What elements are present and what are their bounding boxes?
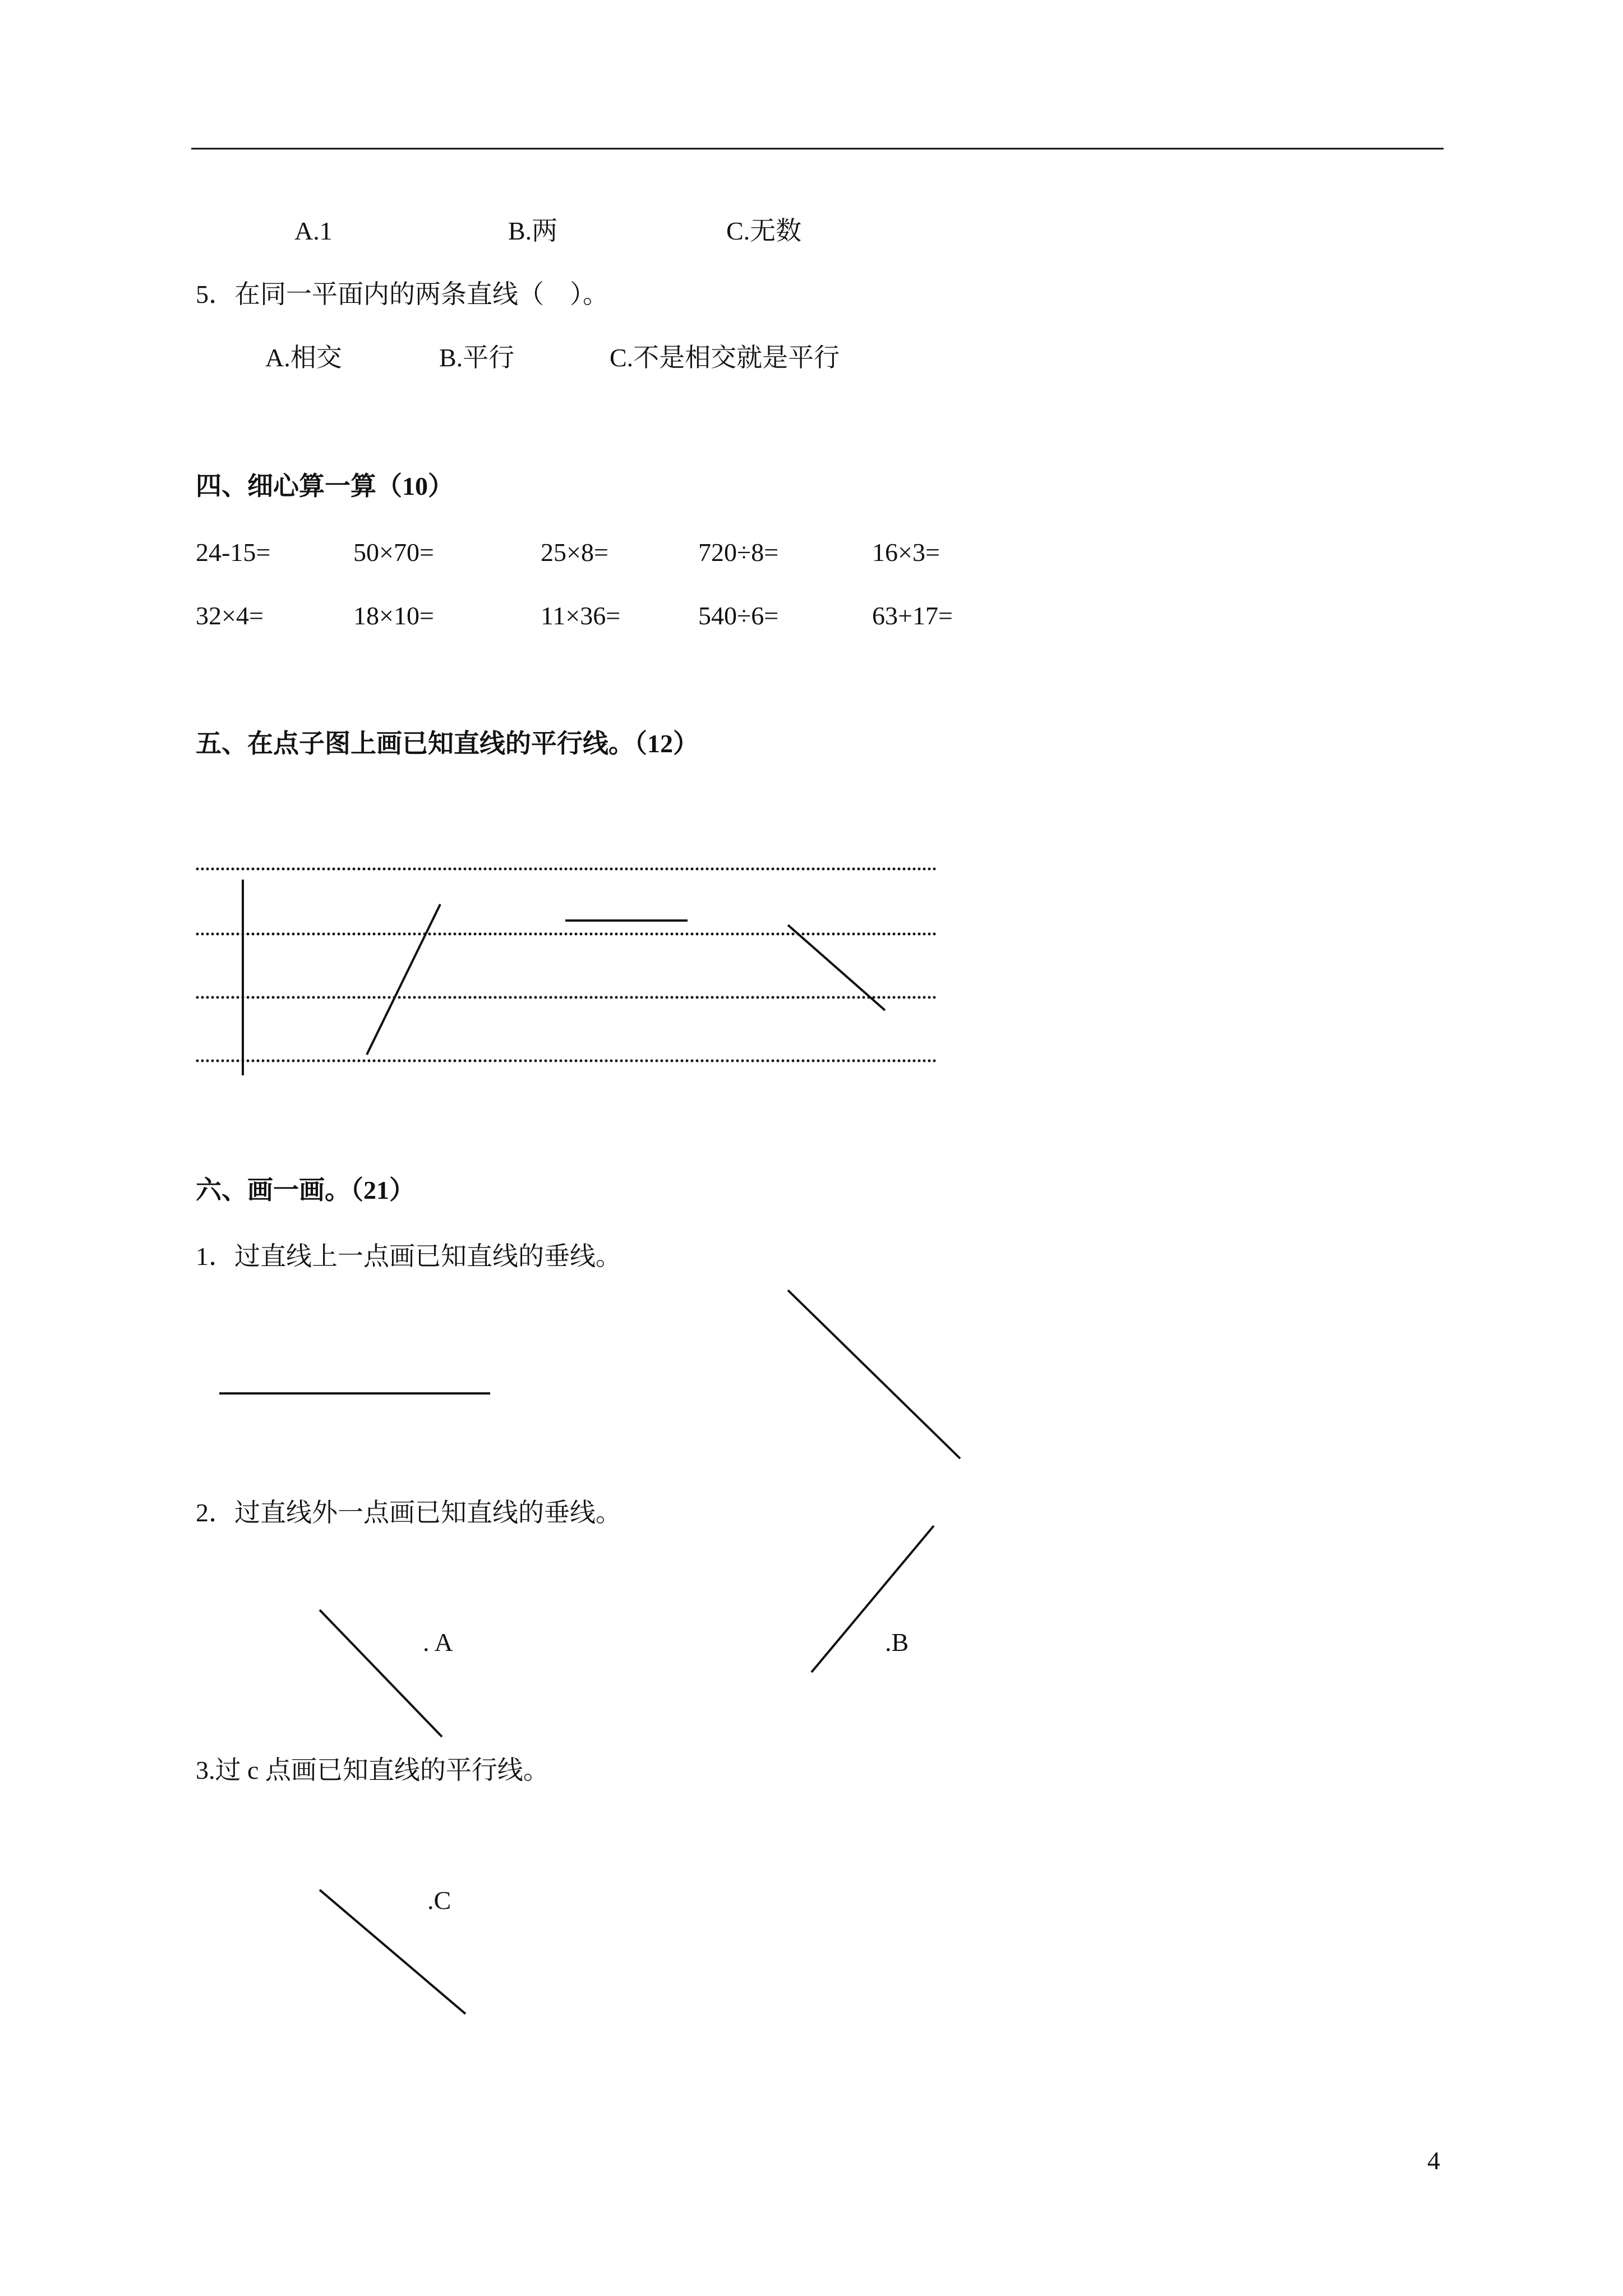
point-c-label: .C	[427, 1886, 451, 1915]
section6-q2: 2．过直线外一点画已知直线的垂线。	[196, 1498, 621, 1527]
dot-grid	[197, 869, 939, 1061]
q4-option-c: C.无数	[726, 217, 802, 245]
q1-diagonal-line	[788, 1290, 960, 1458]
given-line-slanted	[367, 904, 440, 1055]
calc-1-1: 24-15=	[196, 538, 271, 567]
q5-option-a: A.相交	[265, 343, 342, 372]
q5-stem: 5．在同一平面内的两条直线（ ）。	[196, 280, 608, 309]
q5-option-c: C.不是相交就是平行	[610, 343, 840, 372]
section6-title: 六、画一画。（21）	[196, 1176, 415, 1204]
calc-2-3: 11×36=	[541, 601, 621, 630]
calc-2-5: 63+17=	[872, 601, 953, 630]
calc-2-2: 18×10=	[353, 601, 434, 630]
section4-title: 四、细心算一算（10）	[196, 472, 454, 500]
calc-1-5: 16×3=	[872, 538, 940, 567]
calc-1-4: 720÷8=	[698, 538, 779, 567]
page-number: 4	[1427, 2146, 1440, 2175]
q5-option-b: B.平行	[439, 343, 515, 372]
point-b-label: .B	[885, 1628, 909, 1657]
calc-1-2: 50×70=	[353, 538, 434, 567]
calc-2-1: 32×4=	[196, 601, 264, 630]
q4-option-a: A.1	[294, 217, 333, 245]
calc-2-4: 540÷6=	[698, 601, 779, 630]
section6-q3: 3.过 c 点画已知直线的平行线。	[196, 1756, 549, 1784]
section6-q1: 1．过直线上一点画已知直线的垂线。	[196, 1242, 621, 1271]
section5-title: 五、在点子图上画已知直线的平行线。（12）	[196, 729, 699, 758]
point-a-label: . A	[423, 1628, 453, 1657]
calc-1-3: 25×8=	[541, 538, 608, 567]
q2-line-b	[811, 1526, 934, 1672]
q4-option-b: B.两	[508, 217, 558, 245]
